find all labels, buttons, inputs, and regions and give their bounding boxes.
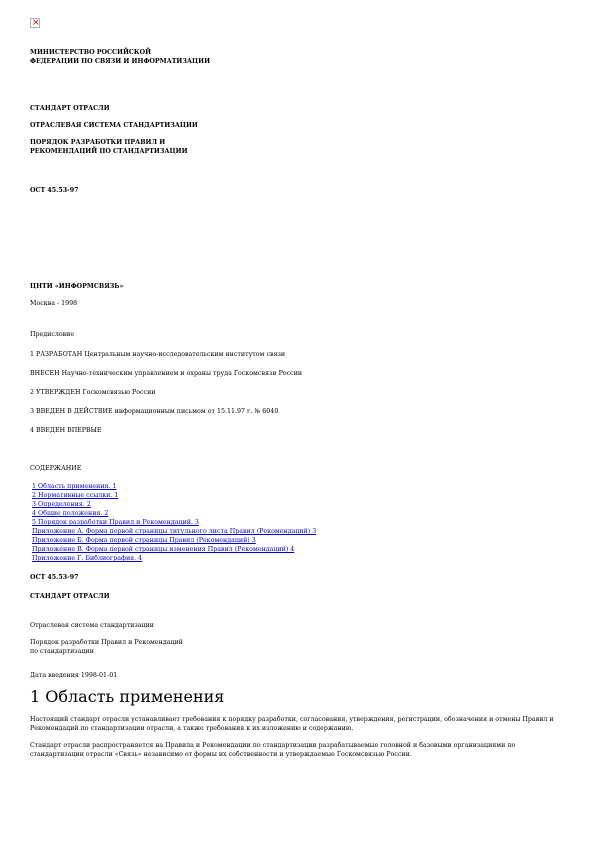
toc-link-appendix-v[interactable]: Приложение В. Форма первой страницы изменения Правил (Рекомендаций) 4	[32, 546, 295, 553]
second-title-line-2: по стандартизации	[30, 648, 94, 655]
publisher-org: ЦНТИ «ИНФОРМСВЯЗЬ»	[30, 283, 124, 290]
publisher-city-year: Москва - 1998	[30, 300, 78, 307]
foreword-item-1: 1 РАЗРАБОТАН Центральным научно-исследовательским институтом связи	[30, 351, 286, 358]
broken-image-icon	[30, 18, 40, 28]
ministry-line-1: МИНИСТЕРСТВО РОССИЙСКОЙ	[30, 49, 152, 56]
second-system-name: Отраслевая система стандартизации	[30, 622, 155, 629]
second-title-line-1: Порядок разработки Правил и Рекомендаций	[30, 639, 183, 646]
foreword-item-3: 3 ВВЕДЕН В ДЕЙСТВИЕ информационным письмом от 15.11.97 г. № 6040	[30, 408, 279, 415]
document-page	[30, 18, 565, 759]
toc-link-general[interactable]: 4 Общие положения. 2	[32, 510, 109, 517]
title-line-2: РЕКОМЕНДАЦИЙ ПО СТАНДАРТИЗАЦИИ	[30, 148, 188, 155]
introduction-date: Дата введения 1998-01-01	[30, 672, 118, 679]
scope-paragraph-1: Настоящий стандарт отрасли устанавливает требования к порядку разработки, согласования, утверждения, регистрации, обозначения и отмены Правил и Рекомендаций по стандартизации отрасли, а также требования к их изложению и содержанию.	[30, 716, 554, 732]
table-of-contents	[32, 482, 565, 563]
toc-link-appendix-b[interactable]: Приложение Б. Форма первой страницы Правил (Рекомендаций) 3	[32, 537, 256, 544]
toc-link-procedure[interactable]: 5 Порядок разработки Правил и Рекомендаций. 3	[32, 519, 199, 526]
scope-paragraph-2: Стандарт отрасли распространяется на Правила и Рекомендации по стандартизации разрабатываемые головной и базовыми организациями по стандартизации отрасли «Связь» независимо от формы их собственности и утверждаемые Госкомсвязью России.	[30, 742, 516, 758]
standard-code: ОСТ 45.53-97	[30, 187, 79, 194]
section-heading-scope: 1 Область применения	[30, 687, 225, 706]
foreword-item-4: 4 ВВЕДЕН ВПЕРВЫЕ	[30, 427, 102, 434]
system-name: ОТРАСЛЕВАЯ СИСТЕМА СТАНДАРТИЗАЦИИ	[30, 122, 198, 129]
toc-link-appendix-a[interactable]: Приложение А. Форма первой страницы титульного листа Правил (Рекомендаций) 3	[32, 528, 317, 535]
standard-type: СТАНДАРТ ОТРАСЛИ	[30, 105, 110, 112]
ministry-line-2: ФЕДЕРАЦИИ ПО СВЯЗИ И ИНФОРМАТИЗАЦИИ	[30, 58, 211, 65]
second-standard-type: СТАНДАРТ ОТРАСЛИ	[30, 593, 110, 600]
toc-link-scope[interactable]: 1 Область применения. 1	[32, 483, 117, 490]
toc-link-appendix-g[interactable]: Приложение Г. Библиография. 4	[32, 555, 143, 562]
toc-link-definitions[interactable]: 3 Определения. 2	[32, 501, 91, 508]
contents-heading: СОДЕРЖАНИЕ	[30, 465, 82, 472]
second-standard-code: ОСТ 45.53-97	[30, 574, 79, 581]
toc-link-normative-refs[interactable]: 2 Нормативные ссылки. 1	[32, 492, 119, 499]
foreword-item-1b: ВНЕСЕН Научно-техническим управлением и охраны труда Госкомсвязи России	[30, 370, 303, 377]
foreword-item-2: 2 УТВЕРЖДЕН Госкомсвязью России	[30, 389, 156, 396]
title-line-1: ПОРЯДОК РАЗРАБОТКИ ПРАВИЛ И	[30, 139, 166, 146]
foreword-heading: Предисловие	[30, 331, 75, 338]
